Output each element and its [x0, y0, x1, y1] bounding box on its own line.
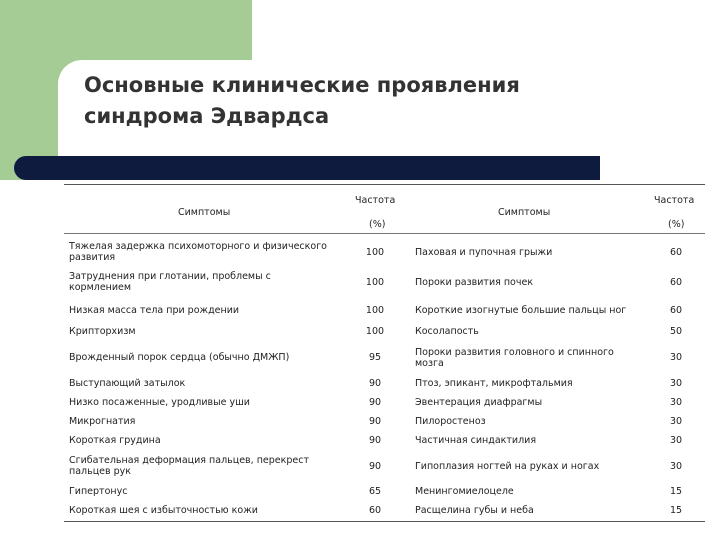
table-row-1-symptom-right: Паховая и пупочная грыжи	[415, 247, 553, 258]
header-symptoms-right: Симптомы	[498, 207, 551, 218]
title-line-2: синдрома Эдвардса	[84, 104, 330, 128]
table-row-11-symptom-left: Гипертонус	[69, 486, 128, 497]
table-row-12-freq-right: 15	[669, 505, 683, 516]
table-row-4-symptom-left: Крипторхизм	[69, 326, 136, 337]
header-symptoms-left: Симптомы	[178, 207, 231, 218]
table-row-5-freq-right: 30	[669, 352, 683, 363]
table-row-6-symptom-left: Выступающий затылок	[69, 378, 186, 389]
table-row-10-symptom-right: Гипоплазия ногтей на руках и ногах	[415, 461, 600, 472]
table-row-6-symptom-right: Птоз, эпикант, микрофтальмия	[415, 378, 573, 389]
table-row-3-freq-right: 60	[669, 305, 683, 316]
table-row-6-freq-left: 90	[368, 378, 382, 389]
table-row-2-symptom-left: Затруднения при глотании, проблемы с кормлением	[69, 271, 271, 293]
symptoms-table	[64, 184, 705, 522]
table-row-1-freq-left: 100	[365, 247, 385, 258]
header-frequency-right-unit: (%)	[668, 219, 685, 230]
title-line-1: Основные клинические проявления	[84, 73, 520, 97]
table-row-6-freq-right: 30	[669, 378, 683, 389]
table-row-9-freq-left: 90	[368, 435, 382, 446]
table-row-4-freq-left: 100	[365, 326, 385, 337]
table-row-11-freq-left: 65	[368, 486, 382, 497]
slide-title	[84, 70, 684, 132]
decorative-dark-bar	[14, 156, 600, 180]
table-row-1-freq-right: 60	[669, 247, 683, 258]
table-row-7-symptom-left: Низко посаженные, уродливые уши	[69, 397, 250, 408]
table-row-11-symptom-right: Менингомиелоцеле	[415, 486, 514, 497]
table-row-8-symptom-left: Микрогнатия	[69, 416, 136, 427]
table-row-12-symptom-left: Короткая шея с избыточностью кожи	[69, 505, 258, 516]
table-row-8-freq-left: 90	[368, 416, 382, 427]
table-row-9-symptom-right: Частичная синдактилия	[415, 435, 537, 446]
table-row-3-symptom-left: Низкая масса тела при рождении	[69, 305, 240, 316]
table-row-1-symptom-left: Тяжелая задержка психомоторного и физического развития	[69, 241, 327, 263]
table-row-3-symptom-right: Короткие изогнутые большие пальцы ног	[415, 305, 627, 316]
table-row-10-freq-left: 90	[368, 461, 382, 472]
table-row-7-symptom-right: Эвентерация диафрагмы	[415, 397, 543, 408]
table-row-5-symptom-left: Врожденный порок сердца (обычно ДМЖП)	[69, 352, 290, 363]
header-frequency-left: Частота	[355, 195, 396, 206]
table-row-8-freq-right: 30	[669, 416, 683, 427]
table-row-4-symptom-right: Косолапость	[415, 326, 479, 337]
table-row-8-symptom-right: Пилоростеноз	[415, 416, 486, 427]
table-row-2-freq-left: 100	[365, 277, 385, 288]
header-divider	[64, 233, 705, 234]
table-row-10-freq-right: 30	[669, 461, 683, 472]
table-row-12-freq-left: 60	[368, 505, 382, 516]
table-row-9-freq-right: 30	[669, 435, 683, 446]
table-row-5-symptom-right: Пороки развития головного и спинного мозга	[415, 347, 614, 369]
header-frequency-right: Частота	[654, 195, 695, 206]
table-row-10-symptom-left: Сгибательная деформация пальцев, перекрест пальцев рук	[69, 455, 309, 477]
table-row-11-freq-right: 15	[669, 486, 683, 497]
table-row-2-freq-right: 60	[669, 277, 683, 288]
table-row-7-freq-left: 90	[368, 397, 382, 408]
table-row-5-freq-left: 95	[368, 352, 382, 363]
table-row-12-symptom-right: Расщелина губы и неба	[415, 505, 534, 516]
table-row-9-symptom-left: Короткая грудина	[69, 435, 161, 446]
table-row-7-freq-right: 30	[669, 397, 683, 408]
header-frequency-left-unit: (%)	[369, 219, 386, 230]
table-row-3-freq-left: 100	[365, 305, 385, 316]
table-row-4-freq-right: 50	[669, 326, 683, 337]
table-row-2-symptom-right: Пороки развития почек	[415, 277, 534, 288]
